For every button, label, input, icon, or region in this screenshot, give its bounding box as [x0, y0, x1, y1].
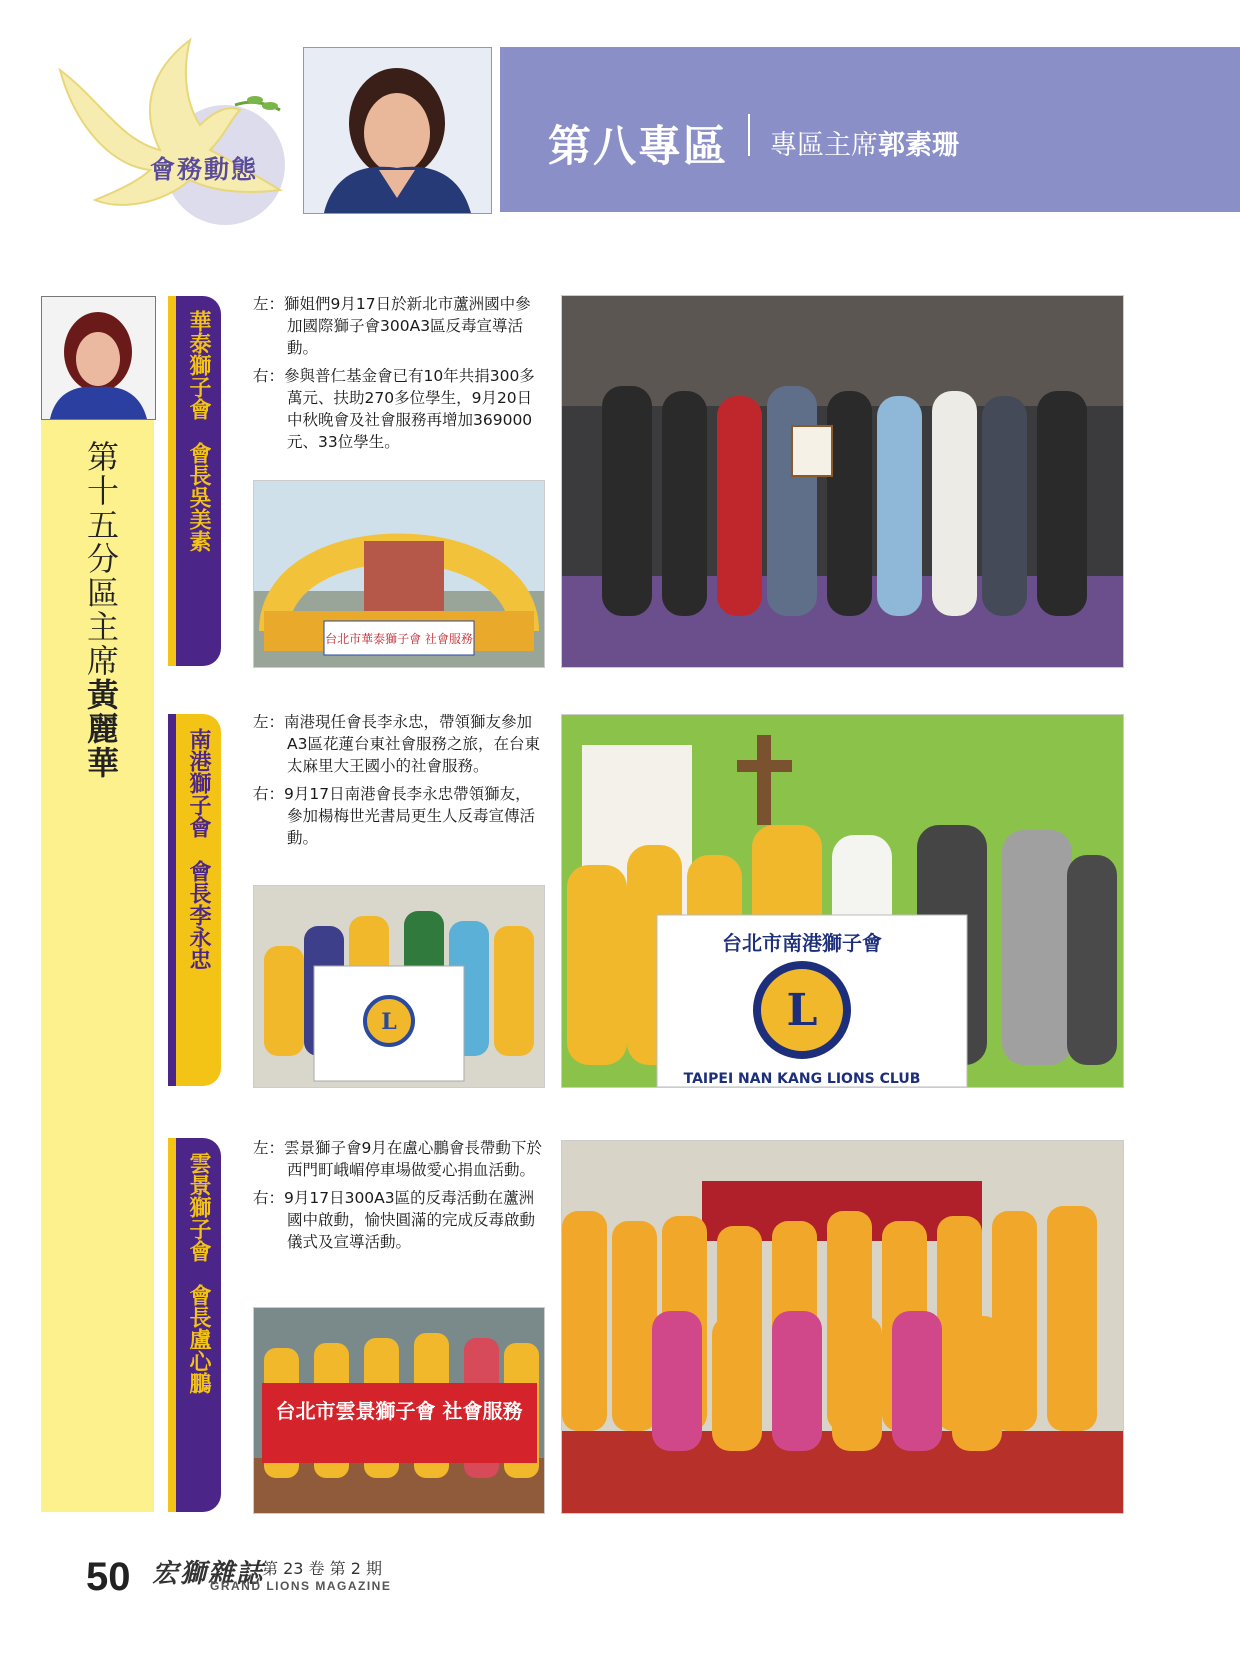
- club-tab-label: 雲景獅子會 會長盧心鵬: [186, 1152, 211, 1394]
- photo-huatai-right: [561, 295, 1124, 668]
- issue-info: 第 23 卷 第 2 期: [262, 1559, 382, 1578]
- page-title: 第八專區: [548, 122, 728, 172]
- magazine-english-name: GRAND LIONS MAGAZINE: [210, 1579, 392, 1593]
- section-label: 會務動態: [150, 155, 259, 184]
- chair-portrait: [303, 47, 492, 214]
- chair-prefix: 專區主席: [770, 130, 878, 161]
- zone-chair-portrait: [41, 296, 156, 420]
- zone-chair-title: [84, 440, 124, 780]
- svg-text:L: L: [786, 985, 818, 1036]
- caption-left: 左：獅姐們9月17日於新北市蘆洲國中參加國際獅子會300A3區反毒宣導活動。: [253, 295, 531, 357]
- club-tab-huatai: [168, 296, 221, 666]
- photo-nangang-right: [561, 714, 1124, 1088]
- caption-right: 右：參與普仁基金會已有10年共捐300多萬元、扶助270多位學生，9月20日中秋晚會及社會服務再增加369000元、33位學生。: [253, 367, 535, 451]
- svg-text:L: L: [381, 1009, 397, 1035]
- banner-text: 台北市華泰獅子會 社會服務: [325, 632, 473, 646]
- photo-nangang-left: [253, 885, 545, 1088]
- club-caption-nangang: [253, 711, 543, 855]
- zone-chair-name: 黃麗華: [82, 678, 120, 780]
- club-tab-label: 南港獅子會 會長李永忠: [186, 728, 211, 970]
- club-tab-label: 華泰獅子會 會長吳美素: [186, 310, 211, 552]
- title-divider: [748, 114, 750, 156]
- photo-yunjing-right: [561, 1140, 1124, 1514]
- zone-chair-prefix: 第十五分區主席: [82, 440, 120, 678]
- caption-right: 右：9月17日300A3區的反毒活動在蘆洲國中啟動，愉快圓滿的完成反毒啟動儀式及宣導活動。: [253, 1189, 536, 1251]
- club-caption-yunjing: [253, 1137, 543, 1259]
- club-tab-yunjing: [168, 1138, 221, 1512]
- dove-logo: [40, 30, 290, 235]
- photo-yunjing-left: [253, 1307, 545, 1514]
- banner-text: 台北市南港獅子會: [722, 931, 882, 955]
- chair-subtitle: [770, 123, 959, 162]
- caption-left: 左：南港現任會長李永忠，帶領獅友參加A3區花蓮台東社會服務之旅，在台東太麻里大王國小的社會服務。: [253, 713, 540, 775]
- photo-huatai-left: [253, 480, 545, 668]
- banner-en-text: TAIPEI NAN KANG LIONS CLUB: [683, 1071, 921, 1087]
- page-number: 50: [86, 1555, 131, 1599]
- caption-right: 右：9月17日南港會長李永忠帶領獅友，參加楊梅世光書局更生人反毒宣傳活動。: [253, 785, 536, 847]
- club-caption-huatai: [253, 293, 543, 459]
- caption-left: 左：雲景獅子會9月在盧心鵬會長帶動下於西門町峨嵋停車場做愛心捐血活動。: [253, 1139, 542, 1179]
- chair-name: 郭素珊: [878, 130, 959, 161]
- magazine-logo: 宏獅雜誌: [152, 1559, 265, 1589]
- club-tab-nangang: [168, 714, 221, 1086]
- banner-text: 台北市雲景獅子會 社會服務: [275, 1399, 523, 1423]
